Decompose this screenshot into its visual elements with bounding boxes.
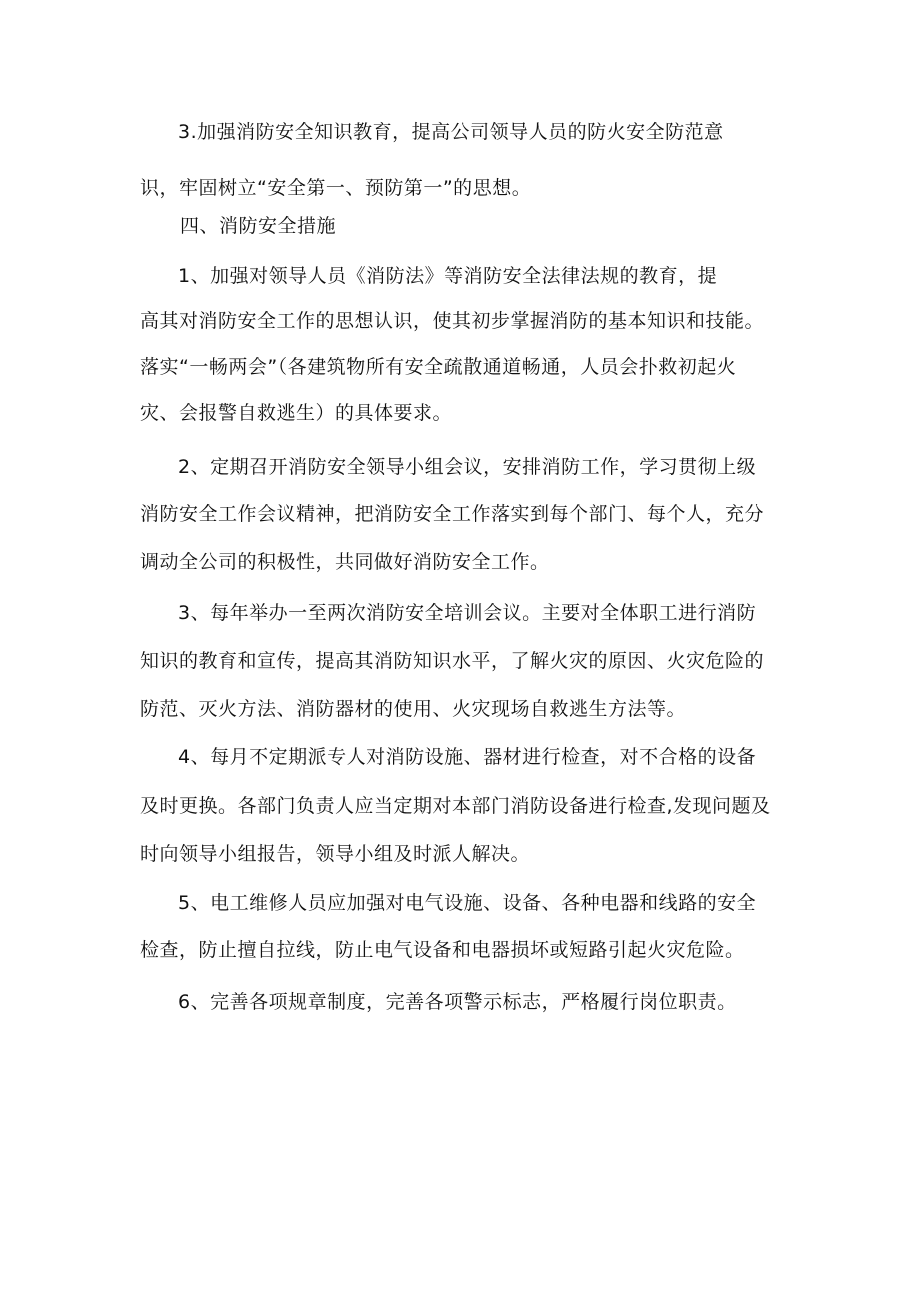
item3-line2: 识，牢固树立“安全第一、预防第一”的思想。 — [140, 177, 532, 199]
measure3-line1: 3、每年举办一至两次消防安全培训会议。主要对全体职工进行消防 — [178, 602, 757, 624]
item3-line1: 3.加强消防安全知识教育，提高公司领导人员的防火安全防范意 — [178, 121, 724, 143]
measure3-line3: 防范、灭火方法、消防器材的使用、火灾现场自救逃生方法等。 — [140, 698, 687, 720]
measure4-line1: 4、每月不定期派专人对消防设施、器材进行检查，对不合格的设备 — [178, 746, 757, 768]
measure5-line2: 检查，防止擅自拉线，防止电气设备和电器损坏或短路引起火灾危险。 — [140, 939, 745, 961]
section4-title: 四、消防安全措施 — [180, 215, 337, 237]
measure2-line1: 2、定期召开消防安全领导小组会议，安排消防工作，学习贯彻上级 — [178, 456, 757, 478]
measure2-line3: 调动全公司的积极性，共同做好消防安全工作。 — [140, 551, 550, 573]
measure4-line2: 及时更换。各部门负责人应当定期对本部门消防设备进行检查,发现问题及 — [140, 795, 771, 817]
measure1-line4: 灾、会报警自救逃生）的具体要求。 — [140, 402, 453, 424]
measure6-line1: 6、完善各项规章制度，完善各项警示标志，严格履行岗位职责。 — [178, 991, 737, 1013]
measure1-line2: 高其对消防安全工作的思想认识，使其初步掌握消防的基本知识和技能。 — [140, 310, 765, 332]
measure1-line3: 落实“一畅两会”（各建筑物所有安全疏散通道畅通，人员会扑救初起火 — [140, 356, 737, 378]
measure4-line3: 时向领导小组报告，领导小组及时派人解决。 — [140, 843, 531, 865]
measure2-line2: 消防安全工作会议精神，把消防安全工作落实到每个部门、每个人，充分 — [140, 503, 765, 525]
measure3-line2: 知识的教育和宣传，提高其消防知识水平，了解火灾的原因、火灾危险的 — [140, 650, 765, 672]
measure1-line1: 1、加强对领导人员《消防法》等消防安全法律法规的教育，提 — [178, 265, 718, 287]
measure5-line1: 5、电工维修人员应加强对电气设施、设备、各种电器和线路的安全 — [178, 892, 757, 914]
